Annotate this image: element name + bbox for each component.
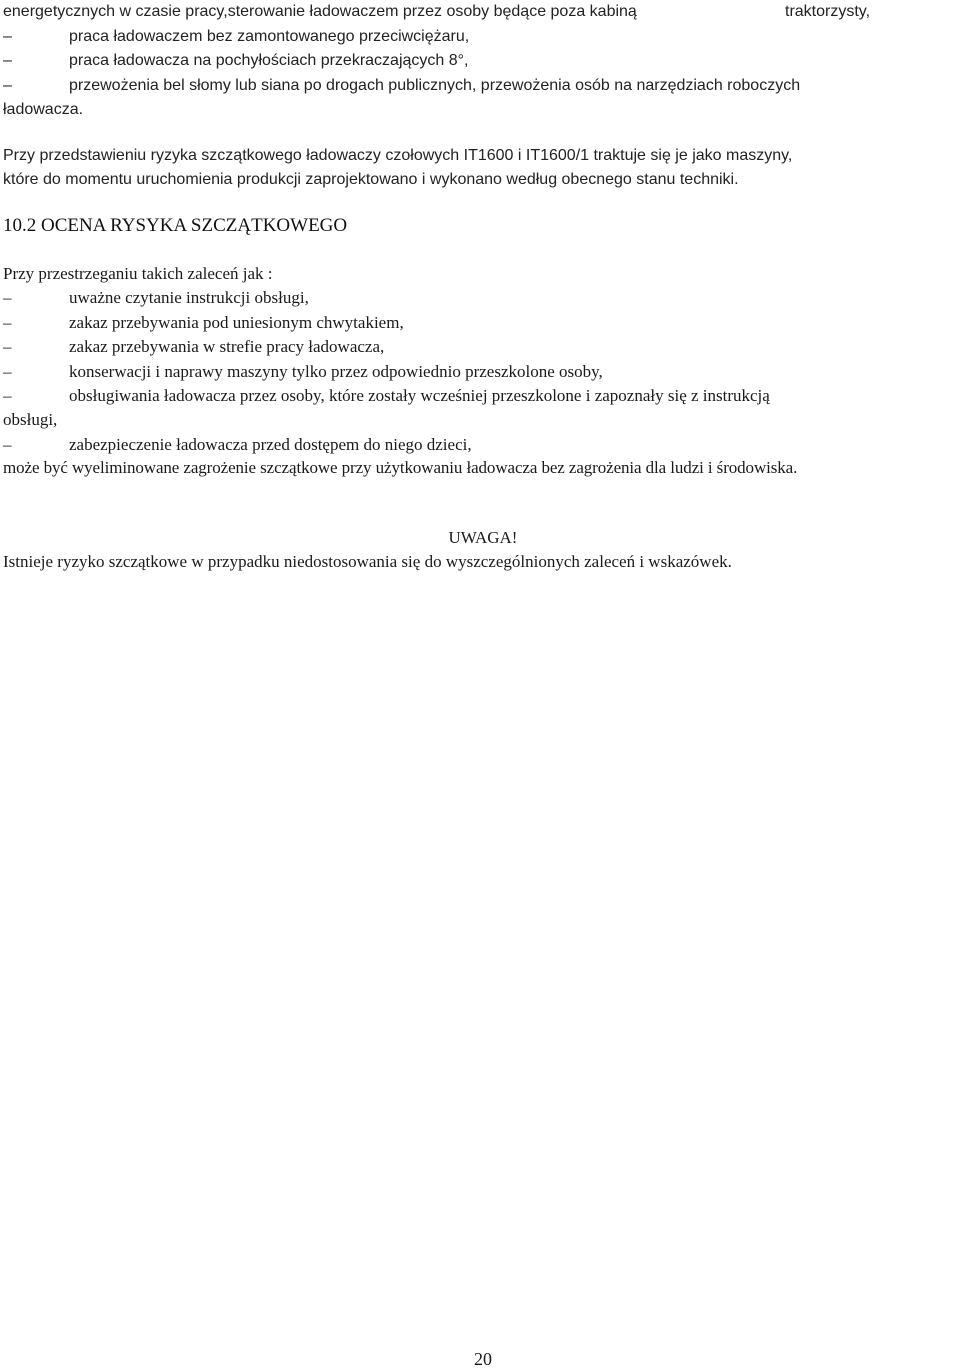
list-item: zakaz przebywania pod uniesionym chwytakiem, bbox=[69, 313, 404, 332]
list-item: przewożenia bel słomy lub siana po drogach publicznych, przewożenia osób na narzędziach roboczych bbox=[69, 77, 801, 94]
dash-bullet: – bbox=[3, 386, 12, 405]
list-item: zakaz przebywania w strefie pracy ładowacza, bbox=[69, 337, 385, 356]
dash-bullet: – bbox=[3, 362, 12, 381]
intro-line: Przy przestrzeganiu takich zaleceń jak : bbox=[3, 264, 273, 283]
dash-bullet: – bbox=[3, 77, 12, 94]
list-item: konserwacji i naprawy maszyny tylko przez odpowiednio przeszkolone osoby, bbox=[69, 362, 603, 381]
paragraph-line: które do momentu uruchomienia produkcji zaprojektowano i wykonano według obecnego stanu techniki. bbox=[3, 171, 739, 188]
section-heading: 10.2 OCENA RYSYKA SZCZĄTKOWEGO bbox=[3, 215, 348, 236]
list-item: obsługiwania ładowacza przez osoby, które zostały wcześniej przeszkolone i zapoznały się z instrukcją bbox=[69, 386, 770, 405]
warning-title: UWAGA! bbox=[448, 528, 518, 547]
conclusion-line: może być wyeliminowane zagrożenie szczątkowe przy użytkowaniu ładowacza bez zagrożenia dla ludzi i środowiska. bbox=[3, 458, 798, 477]
list-item: praca ładowaczem bez zamontowanego przeciwciężaru, bbox=[69, 28, 470, 45]
text-line: traktorzysty, bbox=[785, 3, 871, 20]
list-item: uważne czytanie instrukcji obsługi, bbox=[69, 288, 309, 307]
list-item: zabezpieczenie ładowacza przed dostępem do niego dzieci, bbox=[69, 435, 472, 454]
text-line: energetycznych w czasie pracy,sterowanie ładowaczem przez osoby będące poza kabiną bbox=[3, 3, 637, 20]
dash-bullet: – bbox=[3, 337, 12, 356]
dash-bullet: – bbox=[3, 28, 12, 45]
dash-bullet: – bbox=[3, 435, 12, 454]
page-number: 20 bbox=[474, 1349, 492, 1369]
warning-text: Istnieje ryzyko szczątkowe w przypadku niedostosowania się do wyszczególnionych zaleceń i wskazówek. bbox=[3, 552, 732, 571]
dash-bullet: – bbox=[3, 52, 12, 69]
dash-bullet: – bbox=[3, 313, 12, 332]
list-item-continuation: obsługi, bbox=[3, 410, 58, 429]
text-line: ładowacza. bbox=[3, 101, 84, 118]
paragraph-line: Przy przedstawieniu ryzyka szczątkowego ładowaczy czołowych IT1600 i IT1600/1 traktuje się je jako maszyny, bbox=[3, 147, 793, 164]
dash-bullet: – bbox=[3, 288, 12, 307]
list-item: praca ładowacza na pochyłościach przekraczających 8°, bbox=[69, 52, 469, 69]
